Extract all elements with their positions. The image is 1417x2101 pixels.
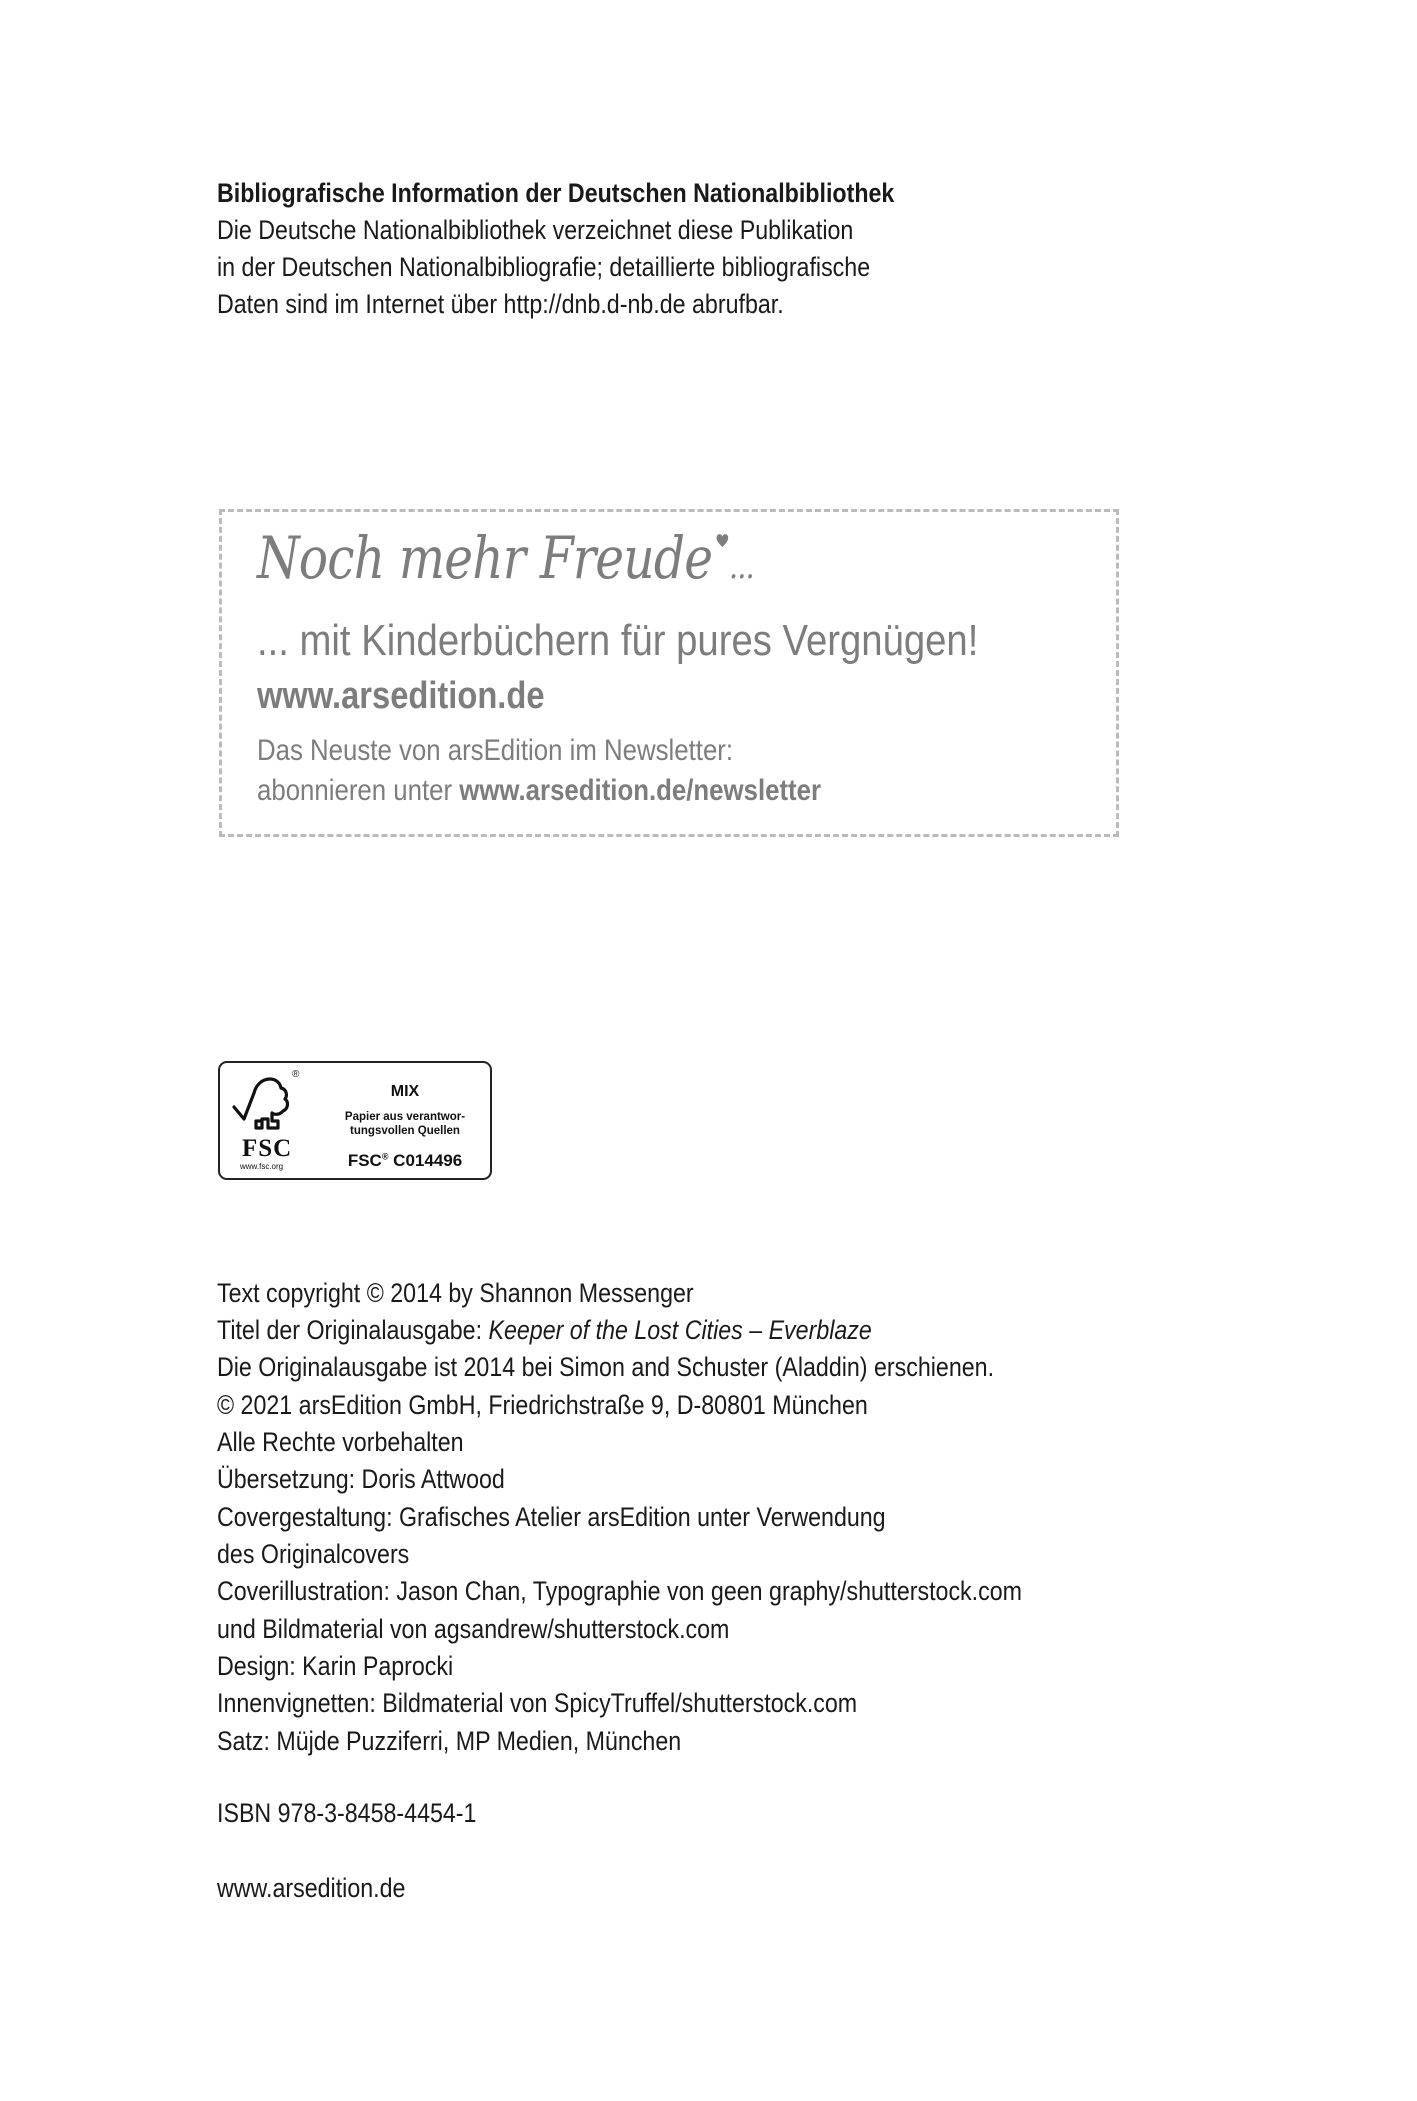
promo-heading — [257, 526, 754, 599]
fsc-code-reg: ® — [381, 1151, 389, 1162]
fsc-logo-word: FSC — [242, 1135, 293, 1162]
promo-heading-text: Noch mehr Freude — [257, 524, 713, 592]
promo-url-link[interactable]: www.arsedition.de — [257, 675, 545, 717]
credit-line-original-title — [217, 1315, 872, 1345]
newsletter-url-link[interactable]: www.arsedition.de/newsletter — [459, 774, 822, 807]
fsc-license-code — [320, 1151, 490, 1171]
credit-line: Alle Rechte vorbehalten — [217, 1427, 464, 1457]
promo-box — [219, 509, 1119, 837]
fsc-badge — [218, 1061, 492, 1180]
credit-line: Coverillustration: Jason Chan, Typographie von geen graphy/shutterstock.com — [217, 1576, 1022, 1606]
credit-line: Die Originalausgabe ist 2014 bei Simon and Schuster (Aladdin) erschienen. — [217, 1352, 995, 1382]
promo-heading-ellipsis: ... — [728, 547, 754, 587]
biblio-heading: Bibliografische Information der Deutschen Nationalbibliothek — [217, 178, 895, 208]
original-title-label: Titel der Originalausgabe: — [217, 1315, 489, 1345]
credit-line: © 2021 arsEdition GmbH, Friedrichstraße 9, D-80801 München — [217, 1390, 868, 1420]
fsc-paper-line: tungsvollen Quellen — [350, 1125, 460, 1137]
promo-tagline: ... mit Kinderbüchern für pures Vergnügen! — [257, 616, 979, 665]
fsc-tree-check-icon — [230, 1071, 296, 1137]
biblio-line: Daten sind im Internet über http://dnb.d-nb.de abrufbar. — [217, 289, 784, 319]
credit-line: Design: Karin Paprocki — [217, 1651, 454, 1681]
fsc-code-number: C014496 — [388, 1151, 463, 1170]
biblio-line: Die Deutsche Nationalbibliothek verzeichnet diese Publikation — [217, 215, 854, 245]
original-title: Keeper of the Lost Cities – Everblaze — [488, 1315, 872, 1345]
credit-line: Text copyright © 2014 by Shannon Messenger — [217, 1278, 694, 1308]
fsc-mix-label: MIX — [390, 1083, 420, 1100]
fsc-registered-mark: ® — [292, 1069, 300, 1080]
fsc-logo-url: www.fsc.org — [240, 1162, 284, 1171]
credit-line: Innenvignetten: Bildmaterial von SpicyTruffel/shutterstock.com — [217, 1688, 858, 1718]
credit-line: Übersetzung: Doris Attwood — [217, 1464, 505, 1494]
credit-line: und Bildmaterial von agsandrew/shutterstock.com — [217, 1614, 730, 1644]
fsc-code-prefix: FSC — [347, 1151, 382, 1170]
isbn: ISBN 978-3-8458-4454-1 — [217, 1798, 477, 1828]
fsc-paper-line: Papier aus verantwor- — [344, 1111, 466, 1123]
publisher-website-link[interactable]: www.arsedition.de — [217, 1873, 406, 1903]
credit-line: Covergestaltung: Grafisches Atelier arsEdition unter Verwendung — [217, 1502, 886, 1532]
heart-icon — [716, 496, 729, 512]
biblio-line: in der Deutschen Nationalbibliografie; detaillierte bibliografische — [217, 252, 871, 282]
newsletter-text: Das Neuste von arsEdition im Newsletter: — [257, 734, 734, 767]
credit-line: des Originalcovers — [217, 1539, 410, 1569]
newsletter-prefix: abonnieren unter — [257, 774, 460, 807]
newsletter-subscribe-line — [257, 774, 821, 808]
credit-line: Satz: Müjde Puzziferri, MP Medien, München — [217, 1726, 682, 1756]
